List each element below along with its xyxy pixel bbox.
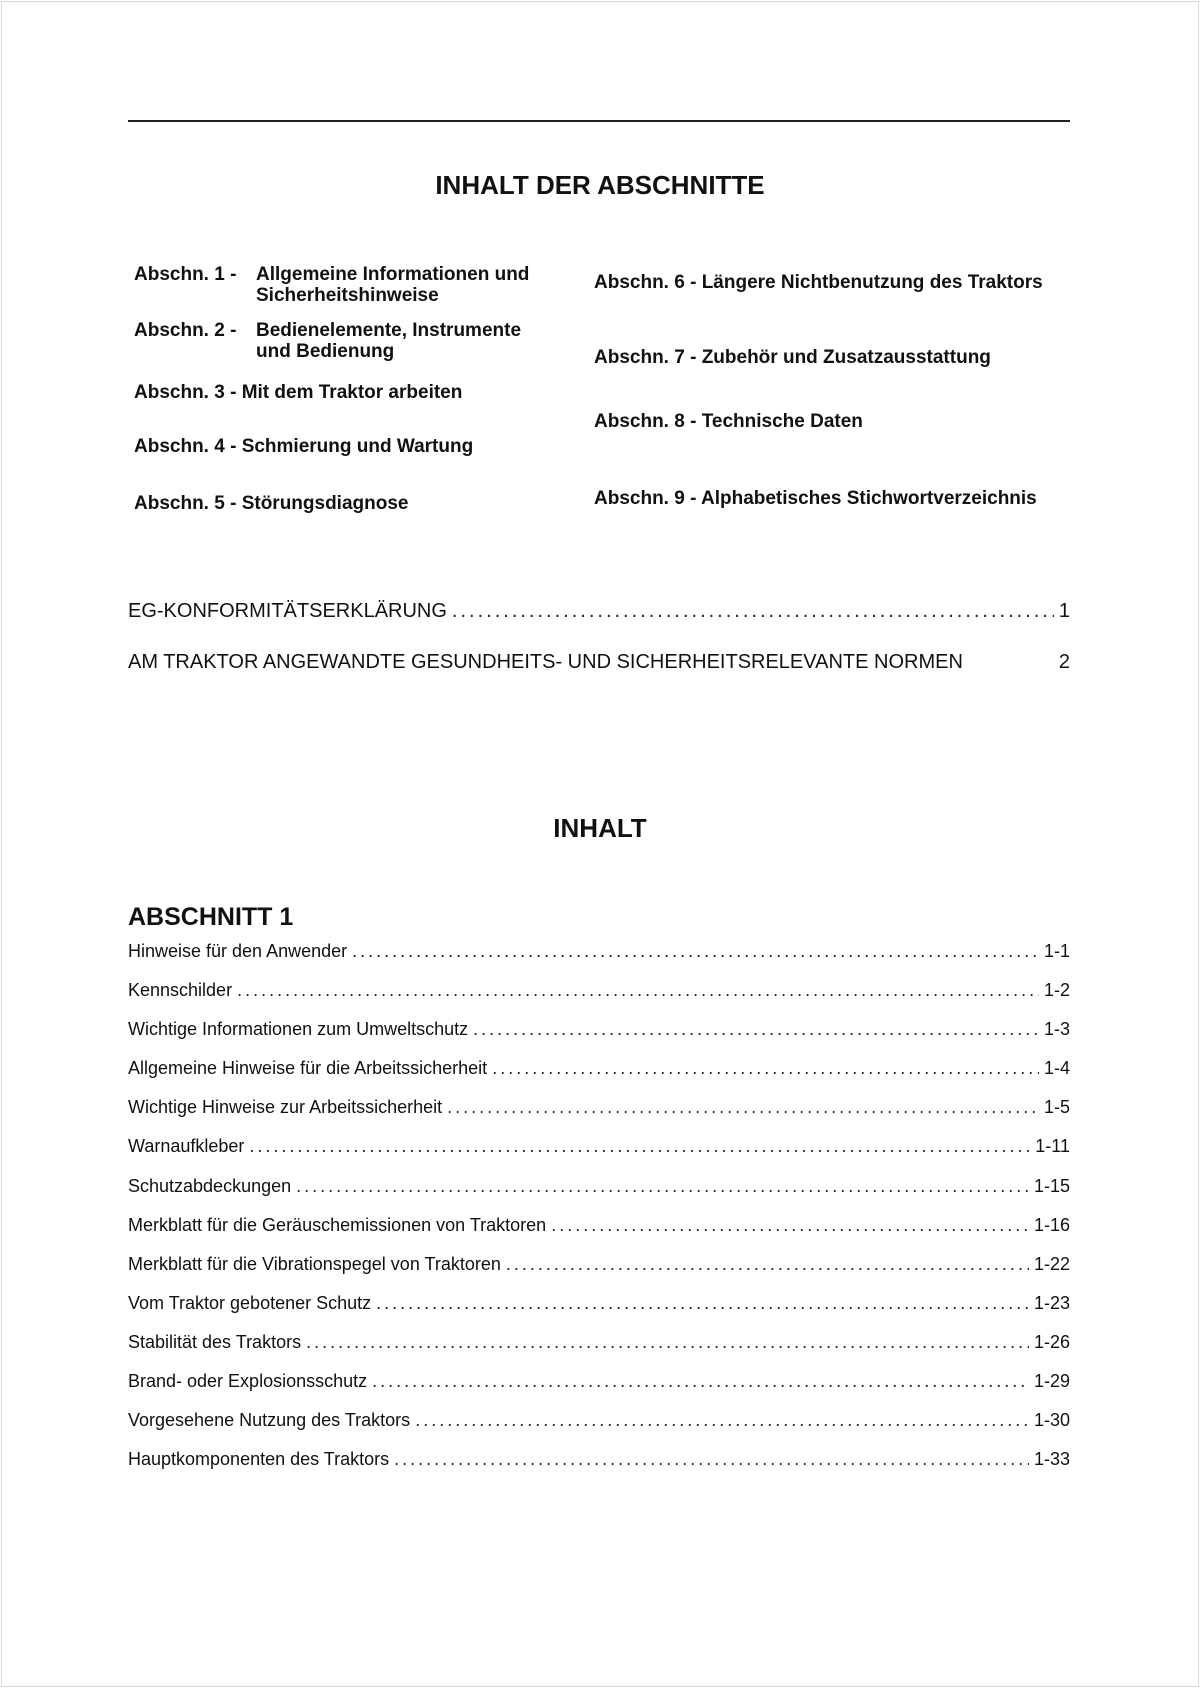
toc-entry-label: Warnaufkleber — [128, 1136, 245, 1156]
toc-entry-label: Hinweise für den Anwender — [128, 941, 348, 961]
toc-entry[interactable] — [128, 941, 1070, 962]
section-number: Abschn. 8 - — [594, 411, 697, 432]
toc-entry[interactable] — [128, 651, 1070, 674]
section-label: Mit dem Traktor arbeiten — [241, 382, 463, 403]
toc-entry-page: 1-11 — [1035, 1136, 1070, 1156]
toc-entry-label: Vorgesehene Nutzung des Traktors — [128, 1410, 411, 1430]
toc-entry-label: Schutzabdeckungen — [128, 1176, 292, 1196]
toc-entry-page: 1-3 — [1043, 1019, 1070, 1039]
section-item-2[interactable] — [134, 320, 556, 362]
section-number: Abschn. 7 - — [594, 347, 697, 368]
toc-entry[interactable] — [128, 1019, 1070, 1040]
section-number: Abschn. 5 - — [134, 493, 237, 514]
toc-entry-label: Wichtige Hinweise zur Arbeitssicherheit — [128, 1097, 443, 1117]
dot-leader — [306, 1332, 1029, 1353]
section-number: Abschn. 6 - — [594, 272, 697, 293]
dot-leader — [376, 1293, 1029, 1314]
toc-entry-page: 1-29 — [1033, 1371, 1070, 1391]
toc-entry-label: Stabilität des Traktors — [128, 1332, 302, 1352]
toc-entry[interactable] — [128, 1332, 1070, 1353]
toc-entry-label: Brand- oder Explosionsschutz — [128, 1371, 368, 1391]
toc-entry-page: 1-22 — [1033, 1254, 1070, 1274]
dot-leader — [452, 600, 1054, 623]
toc-entry-label: EG-KONFORMITÄTSERKLÄRUNG — [128, 600, 447, 622]
toc-entry-label: Merkblatt für die Vibrationspegel von Traktoren — [128, 1254, 501, 1274]
toc-entry[interactable] — [128, 1293, 1070, 1314]
section-label: Alphabetisches Stichwortverzeichnis — [700, 488, 1037, 509]
top-divider — [128, 120, 1070, 122]
toc-entry-page: 1-16 — [1033, 1215, 1070, 1235]
section-item-9[interactable] — [594, 488, 1037, 509]
section-label: Bedienelemente, Instrumente und Bedienung — [256, 320, 522, 362]
toc-entry-label: Vom Traktor gebotener Schutz — [128, 1293, 372, 1313]
dot-leader — [394, 1449, 1029, 1470]
dot-leader — [492, 1058, 1039, 1079]
section-label: Längere Nichtbenutzung des Traktors — [701, 272, 1043, 293]
toc-entry-page: 1-26 — [1033, 1332, 1070, 1352]
toc-entry-page: 1-2 — [1043, 980, 1070, 1000]
toc-entry[interactable] — [128, 980, 1070, 1001]
toc-entry-page: 1-30 — [1033, 1410, 1070, 1430]
toc-entry-page: 1-4 — [1043, 1058, 1070, 1078]
dot-leader — [296, 1176, 1029, 1197]
dot-leader — [352, 941, 1039, 962]
toc-entry-page: 1-33 — [1033, 1449, 1070, 1469]
dot-leader — [506, 1254, 1029, 1275]
section-item-4[interactable] — [134, 436, 473, 457]
toc-entry-label: Hauptkomponenten des Traktors — [128, 1449, 390, 1469]
toc-entry[interactable] — [128, 1410, 1070, 1431]
contents-title: INHALT — [553, 813, 647, 843]
section-item-5[interactable] — [134, 493, 408, 514]
section-item-7[interactable] — [594, 347, 991, 368]
toc-entry[interactable] — [128, 1371, 1070, 1392]
toc-entry-page: 1 — [1058, 600, 1070, 622]
section-label: Störungsdiagnose — [241, 493, 409, 514]
toc-entry[interactable] — [128, 1058, 1070, 1079]
section-item-1[interactable] — [134, 264, 556, 306]
toc-entry-label: AM TRAKTOR ANGEWANDTE GESUNDHEITS- UND SICHERHEITSRELEVANTE NORMEN — [128, 651, 963, 673]
section-item-8[interactable] — [594, 411, 863, 432]
section-number: Abschn. 4 - — [134, 436, 237, 457]
toc-entry-page: 1-1 — [1043, 941, 1070, 961]
toc-entry-page: 1-5 — [1043, 1097, 1070, 1117]
toc-entry-label: Allgemeine Hinweise für die Arbeitssicherheit — [128, 1058, 488, 1078]
section1-heading: ABSCHNITT 1 — [128, 903, 294, 931]
dot-leader — [237, 980, 1039, 1001]
toc-entry[interactable] — [128, 1254, 1070, 1275]
toc-entry-label: Merkblatt für die Geräuschemissionen von Traktoren — [128, 1215, 547, 1235]
toc-entry[interactable] — [128, 1176, 1070, 1197]
dot-leader — [473, 1019, 1039, 1040]
page-title: INHALT DER ABSCHNITTE — [435, 170, 765, 200]
section-item-6[interactable] — [594, 272, 1043, 293]
toc-entry-label: Kennschilder — [128, 980, 233, 1000]
section-number: Abschn. 2 - — [134, 320, 237, 341]
section-label: Allgemeine Informationen und Sicherheitshinweise — [256, 264, 530, 306]
dot-leader — [415, 1410, 1029, 1431]
section-number: Abschn. 1 - — [134, 264, 237, 285]
dot-leader — [372, 1371, 1029, 1392]
toc-entry[interactable] — [128, 1449, 1070, 1470]
toc-entry-page: 1-23 — [1033, 1293, 1070, 1313]
section-number: Abschn. 9 - — [594, 488, 697, 509]
section-number: Abschn. 3 - — [134, 382, 237, 403]
toc-entry-label: Wichtige Informationen zum Umweltschutz — [128, 1019, 469, 1039]
section-label: Zubehör und Zusatzausstattung — [701, 347, 991, 368]
dot-leader — [551, 1215, 1029, 1236]
toc-entry-page: 1-15 — [1033, 1176, 1070, 1196]
section-item-3[interactable] — [134, 382, 462, 403]
document-page — [1, 1, 1199, 1687]
toc-entry[interactable] — [128, 1097, 1070, 1118]
section-label: Technische Daten — [701, 411, 863, 432]
toc-entry[interactable] — [128, 1136, 1070, 1157]
toc-entry[interactable] — [128, 600, 1070, 623]
toc-entry-page: 2 — [1058, 651, 1070, 673]
toc-entry[interactable] — [128, 1215, 1070, 1236]
dot-leader — [447, 1097, 1039, 1118]
dot-leader — [249, 1136, 1030, 1157]
section-label: Schmierung und Wartung — [241, 436, 474, 457]
